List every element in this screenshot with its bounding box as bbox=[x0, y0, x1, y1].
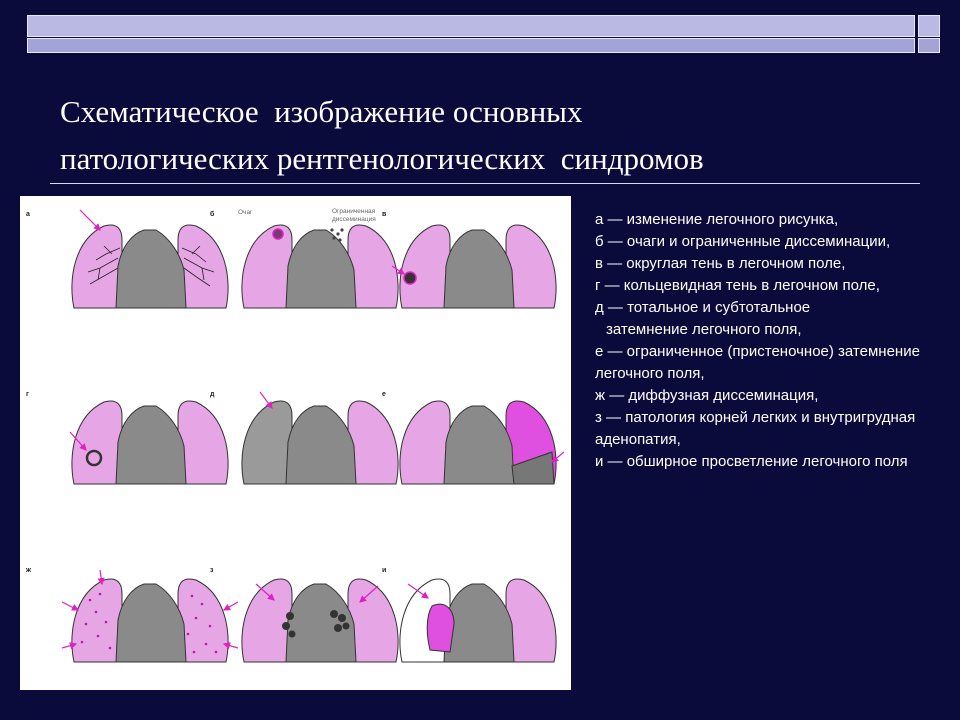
legend-item-a: а — изменение легочного рисунка, bbox=[595, 211, 839, 228]
panel-g bbox=[70, 401, 228, 484]
panel-zh bbox=[62, 570, 238, 662]
panel-letter-d: д bbox=[210, 391, 215, 398]
title-line-1: Схематическое изображение основных bbox=[60, 94, 583, 129]
legend-item-d: д — тотальное и субтотальное bbox=[595, 299, 811, 316]
panel-v bbox=[392, 225, 556, 308]
panel-letter-i: и bbox=[382, 567, 387, 574]
header-decor-square bbox=[918, 15, 940, 37]
panel-letter-g: г bbox=[26, 391, 29, 398]
panel-letter-b: б bbox=[210, 211, 215, 218]
caption-limited-1: Ограниченная bbox=[332, 208, 376, 215]
panel-letter-e: е bbox=[382, 391, 386, 398]
legend-item-g: г — кольцевидная тень в легочном поле, bbox=[595, 277, 880, 294]
legend-item-z: з — патология корней легких и внутригрудная аденопатия, bbox=[595, 409, 916, 448]
panel-letter-v: в bbox=[382, 211, 387, 218]
panel-b bbox=[242, 225, 398, 308]
header-decor-bar bbox=[27, 15, 915, 37]
panel-e bbox=[400, 401, 564, 484]
legend-item-v: в — округлая тень в легочном поле, bbox=[595, 255, 846, 272]
legend-list bbox=[595, 209, 950, 473]
caption-limited-2: диссеминация bbox=[332, 216, 376, 223]
legend-item-i: и — обширное просветление легочного поля bbox=[595, 453, 908, 470]
legend-item-e: е — ограниченное (пристеночное) затемнение легочного поля, bbox=[595, 343, 920, 382]
panel-i bbox=[400, 579, 556, 662]
legend-item-b: б — очаги и ограниченные диссеминации, bbox=[595, 233, 891, 250]
header-decor-square-lower bbox=[918, 38, 940, 53]
slide-title bbox=[60, 88, 900, 182]
panel-d bbox=[242, 392, 398, 484]
legend-item-d-continued: затемнение легочного поля, bbox=[606, 321, 802, 338]
lung-schemes-svg bbox=[20, 196, 571, 690]
panel-a bbox=[72, 210, 228, 308]
panel-z bbox=[242, 579, 398, 662]
caption-focus: Очаг bbox=[238, 209, 253, 216]
panel-letter-z: з bbox=[210, 567, 214, 574]
panel-letter-zh: ж bbox=[26, 567, 31, 574]
header-decor-bar-lower bbox=[27, 38, 915, 53]
title-line-2: патологических рентгенологических синдромов bbox=[60, 141, 704, 176]
legend-item-zh: ж — диффузная диссеминация, bbox=[595, 387, 819, 404]
xray-syndromes-figure bbox=[20, 196, 571, 690]
panel-letter-a: а bbox=[26, 211, 30, 218]
title-divider bbox=[50, 183, 920, 184]
